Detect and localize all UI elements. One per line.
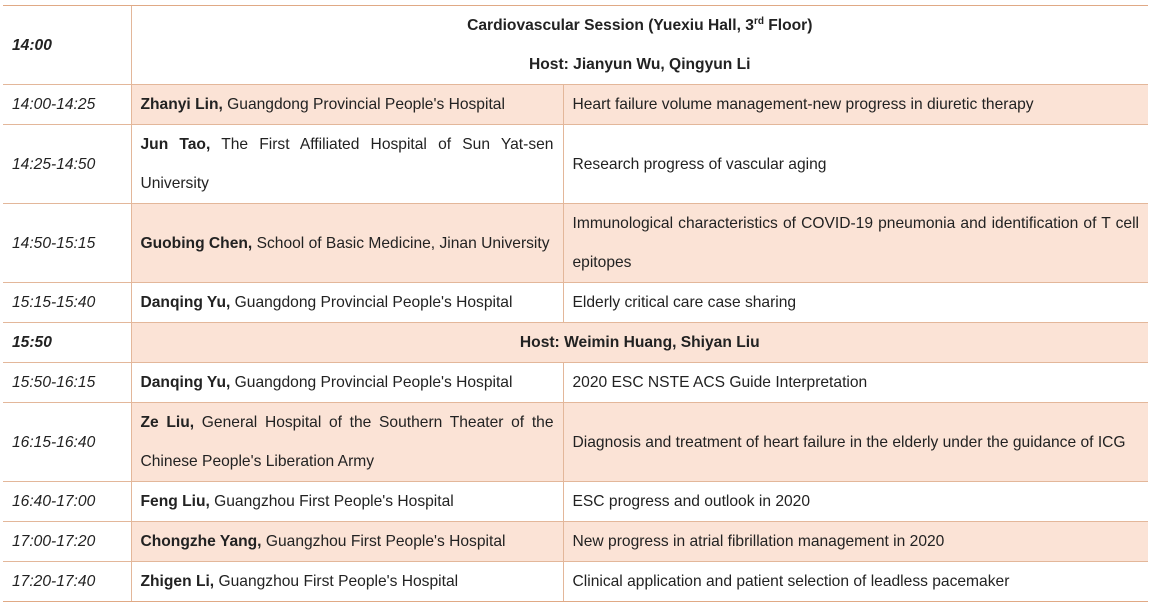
talk-topic: Heart failure volume management-new progress in diuretic therapy — [563, 85, 1148, 125]
speaker-name: Chongzhe Yang, — [140, 533, 262, 550]
speaker-name: Zhigen Li, — [140, 573, 215, 590]
session-start-time: 14:00 — [3, 6, 131, 85]
speaker-cell — [131, 204, 563, 283]
speaker-cell — [131, 363, 563, 403]
table-row — [3, 403, 1148, 482]
table-row — [3, 482, 1148, 522]
talk-time: 16:15-16:40 — [3, 403, 131, 482]
talk-topic: 2020 ESC NSTE ACS Guide Interpretation — [563, 363, 1148, 403]
talk-time: 16:40-17:00 — [3, 482, 131, 522]
speaker-cell — [131, 522, 563, 562]
talk-time: 17:20-17:40 — [3, 562, 131, 602]
talk-time: 15:50-16:15 — [3, 363, 131, 403]
talk-topic: New progress in atrial fibrillation management in 2020 — [563, 522, 1148, 562]
talk-topic: Elderly critical care case sharing — [563, 283, 1148, 323]
talk-time: 17:00-17:20 — [3, 522, 131, 562]
speaker-affiliation: School of Basic Medicine, Jinan University — [252, 234, 550, 252]
speaker-name: Guobing Chen, — [140, 234, 253, 252]
speaker-affiliation: General Hospital of the Southern Theater of the Chinese People's Liberation Army — [140, 414, 554, 470]
session-title: Cardiovascular Session (Yuexiu Hall, 3rd Floor) — [467, 16, 813, 34]
speaker-affiliation: Guangdong Provincial People's Hospital — [230, 374, 513, 391]
talk-time: 14:25-14:50 — [3, 125, 131, 204]
talk-topic: ESC progress and outlook in 2020 — [563, 482, 1148, 522]
speaker-affiliation: Guangdong Provincial People's Hospital — [230, 294, 513, 311]
speaker-name: Jun Tao, — [140, 136, 211, 153]
table-row — [3, 125, 1148, 204]
speaker-cell — [131, 562, 563, 602]
table-row — [3, 283, 1148, 323]
speaker-cell — [131, 125, 563, 204]
session-header-row — [3, 323, 1148, 363]
session-host: Host: Jianyun Wu, Qingyun Li — [529, 56, 751, 73]
session-schedule-table — [3, 5, 1148, 602]
talk-topic: Immunological characteristics of COVID-19 pneumonia and identification of T cell epitopes — [563, 204, 1148, 283]
talk-time: 14:00-14:25 — [3, 85, 131, 125]
speaker-affiliation: Guangzhou First People's Hospital — [214, 573, 459, 590]
table-row — [3, 85, 1148, 125]
talk-topic: Clinical application and patient selection of leadless pacemaker — [563, 562, 1148, 602]
speaker-affiliation: Guangzhou First People's Hospital — [209, 493, 454, 510]
speaker-name: Ze Liu, — [140, 414, 195, 431]
speaker-affiliation: Guangzhou First People's Hospital — [261, 533, 506, 550]
speaker-cell — [131, 85, 563, 125]
table-row — [3, 522, 1148, 562]
table-row — [3, 363, 1148, 403]
speaker-cell — [131, 482, 563, 522]
speaker-name: Feng Liu, — [140, 493, 210, 510]
session-host: Host: Weimin Huang, Shiyan Liu — [131, 323, 1148, 363]
speaker-cell — [131, 283, 563, 323]
session-header-row — [3, 6, 1148, 85]
session-start-time: 15:50 — [3, 323, 131, 363]
table-row — [3, 562, 1148, 602]
speaker-affiliation: The First Affiliated Hospital of Sun Yat-sen University — [140, 136, 554, 192]
talk-time: 14:50-15:15 — [3, 204, 131, 283]
speaker-name: Danqing Yu, — [140, 374, 231, 391]
talk-time: 15:15-15:40 — [3, 283, 131, 323]
session-header — [131, 6, 1148, 85]
speaker-name: Zhanyi Lin, — [140, 96, 223, 113]
speaker-affiliation: Guangdong Provincial People's Hospital — [222, 96, 505, 113]
speaker-name: Danqing Yu, — [140, 294, 231, 311]
talk-topic: Diagnosis and treatment of heart failure in the elderly under the guidance of ICG — [563, 403, 1148, 482]
speaker-cell — [131, 403, 563, 482]
talk-topic: Research progress of vascular aging — [563, 125, 1148, 204]
table-row — [3, 204, 1148, 283]
